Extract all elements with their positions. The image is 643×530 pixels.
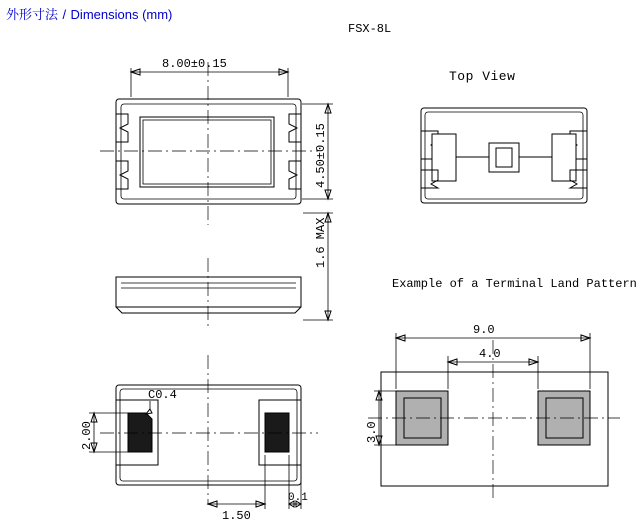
package-side-view xyxy=(116,258,301,330)
dim-chamfer-text: C0.4 xyxy=(148,388,177,402)
dim-pad-edge-text: 0.1 xyxy=(288,492,308,504)
dim-height-text: 1.6 MAX xyxy=(314,217,328,268)
dim-pad-gap xyxy=(208,455,265,523)
header-separator: / xyxy=(62,7,67,22)
dim-width-text: 4.50±0.15 xyxy=(314,123,328,188)
dim-height xyxy=(303,213,333,320)
dim-chamfer xyxy=(146,388,177,414)
header-jp-title: 外形寸法 xyxy=(6,7,59,22)
part-number-label: FSX-8L xyxy=(348,22,392,36)
dim-land-height-text: 3.0 xyxy=(365,421,379,443)
dim-pad-edge xyxy=(288,455,308,509)
package-plan-view xyxy=(100,62,318,225)
dim-width xyxy=(302,104,333,199)
land-pattern-label: Example of a Terminal Land Pattern xyxy=(392,277,637,291)
dim-pad-gap-text: 1.50 xyxy=(222,509,251,523)
dim-length xyxy=(131,57,288,97)
dim-length-text: 8.00±0.15 xyxy=(162,57,227,71)
dim-pad-length xyxy=(80,413,130,452)
header-en-title: Dimensions (mm) xyxy=(70,7,173,22)
dim-land-inner-text: 4.0 xyxy=(479,347,501,361)
package-bottom-view xyxy=(100,355,318,505)
top-view-label: Top View xyxy=(449,69,516,84)
dim-land-outer-text: 9.0 xyxy=(473,323,495,337)
top-view-drawing xyxy=(421,108,587,203)
land-pattern-drawing xyxy=(365,323,620,500)
dim-pad-length-text: 2.00 xyxy=(80,421,94,450)
